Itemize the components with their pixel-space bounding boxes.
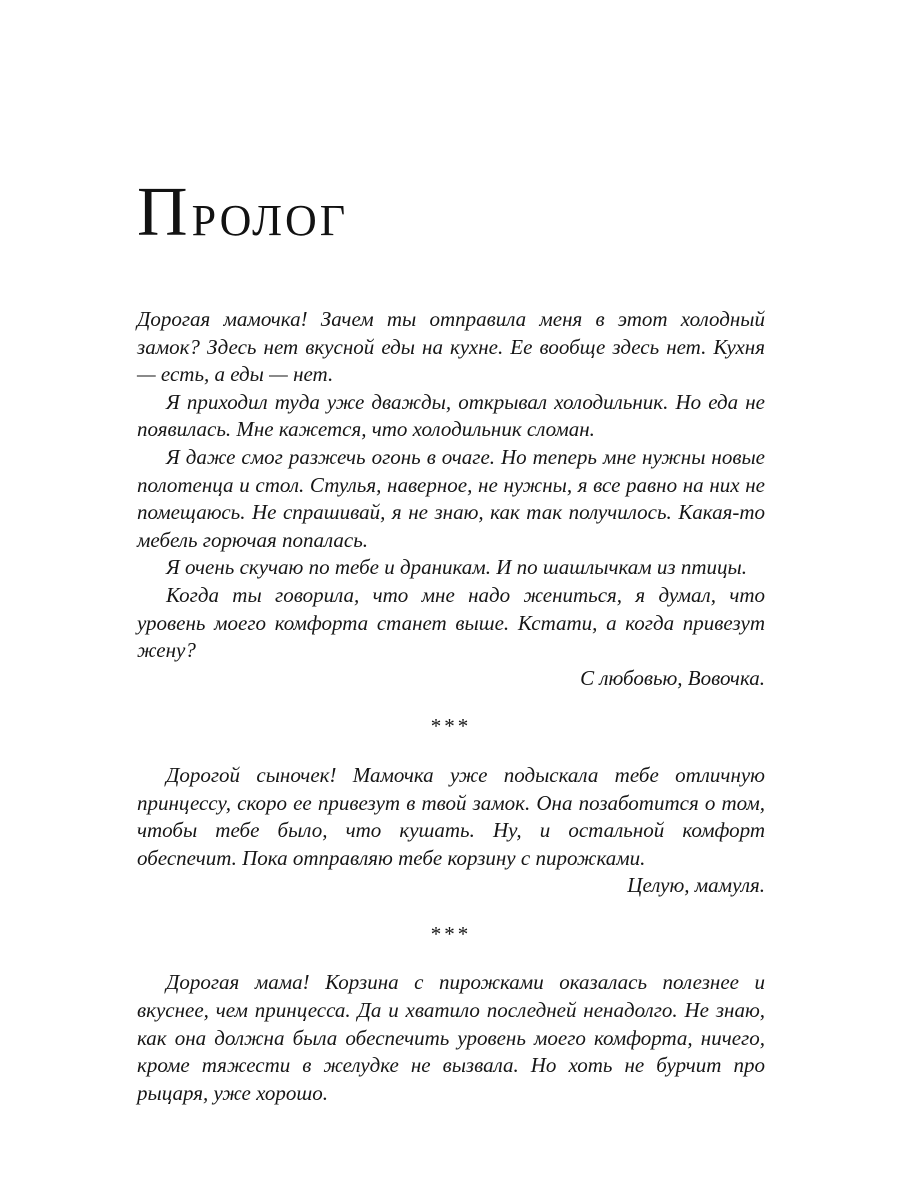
paragraph: Я приходил туда уже дважды, открывал холодильник. Но еда не появилась. Мне кажется, что холодильник сломан. — [137, 389, 765, 442]
paragraph: Дорогая мамочка! Зачем ты отправила меня в этот холодный замок? Здесь нет вкусной еды на кухне. Ее вообще здесь нет. Кухня — есть, а еды — нет. — [137, 307, 765, 387]
paragraph: Дорогая мама! Корзина с пирожками оказалась полезнее и вкуснее, чем принцесса. Да и хватило последней ненадолго. Не знаю, как она должна была обеспечить уровень моего комфорта, ничего, кроме тяжести в желудке не вызвала. Но хоть не бурчит про рыцаря, уже хорошо. — [137, 970, 765, 1105]
paragraph: Когда ты говорила, что мне надо жениться, я думал, что уровень моего комфорта станет выше. Кстати, а когда привезут жену? — [137, 582, 765, 663]
paragraph: Я очень скучаю по тебе и драникам. И по шашлычкам из птицы. — [166, 555, 747, 580]
chapter-body — [137, 306, 765, 1107]
section-separator: *** — [430, 714, 472, 739]
paragraph: Я даже смог разжечь огонь в очаге. Но теперь мне нужны новые полотенца и стол. Стулья, наверное, не нужны, я все равно на них не помещаюсь. Не спрашивай, я не знаю, как так получилось. Какая-то мебель горючая попалась. — [137, 444, 765, 552]
chapter-title: ПРОЛОГ — [137, 174, 349, 251]
paragraph: Дорогой сыночек! Мамочка уже подыскала тебе отличную принцессу, скоро ее привезут в твой замок. Она позаботится о том, чтобы тебе было, что кушать. Ну, и остальной комфорт обеспечит. Пока отправляю тебе корзину с пирожками. — [137, 762, 765, 870]
section-separator: *** — [430, 921, 472, 946]
letter-signature: С любовью, Вовочка. — [580, 665, 765, 690]
letter-signature: Целую, мамуля. — [627, 873, 765, 898]
